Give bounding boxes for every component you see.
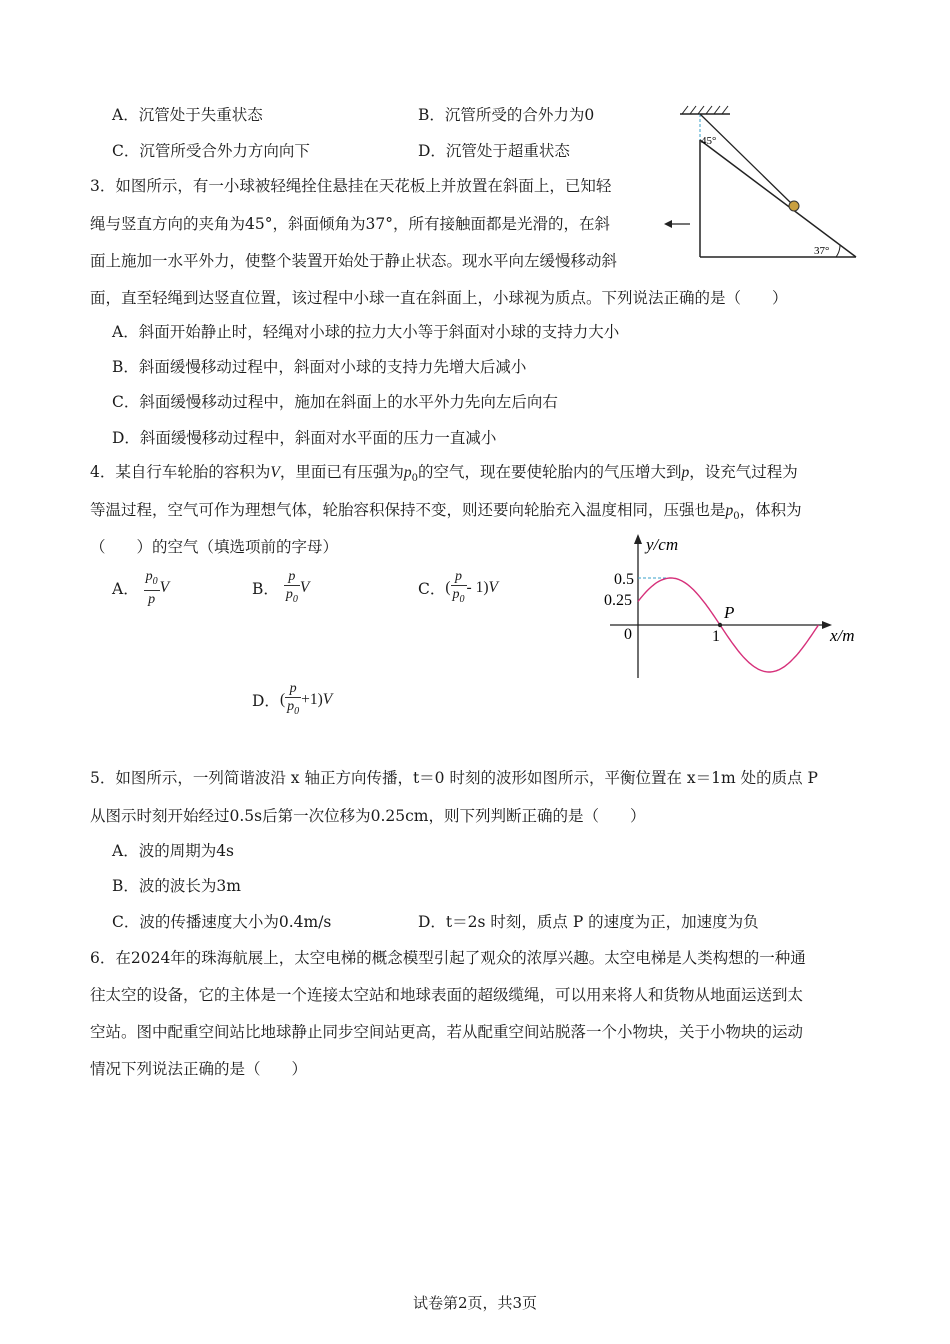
q3-option-c: C．斜面缓慢移动过程中，施加在斜面上的水平外力先向左后向右 [112, 393, 558, 411]
arrow-left-icon [664, 220, 672, 228]
angle-37-label: 37° [814, 245, 830, 257]
q3-incline-figure [660, 100, 865, 262]
q2-option-d: D．沉管处于超重状态 [418, 142, 570, 160]
q3-line4: 面，直至轻绳到达竖直位置，该过程中小球一直在斜面上，小球视为质点。下列说法正确的是（ ） [90, 289, 788, 307]
q5-option-c: C．波的传播速度大小为0.4m/s [112, 913, 332, 931]
y-tick-0.25: 0.25 [604, 592, 632, 609]
q4-line3: （ ）的空气（填选项前的字母） [90, 538, 339, 556]
q3-option-b: B．斜面缓慢移动过程中，斜面对小球的支持力先增大后减小 [112, 358, 527, 376]
q5-line1: 5．如图所示，一列简谐波沿 x 轴正方向传播，t＝0 时刻的波形如图所示，平衡位置在 x＝1m 处的质点 P [90, 769, 818, 787]
q3-option-a: A．斜面开始静止时，轻绳对小球的拉力大小等于斜面对小球的支持力大小 [112, 323, 620, 341]
q6-line3: 空站。图中配重空间站比地球静止同步空间站更高，若从配重空间站脱落一个小物块，关于小物块的运动 [90, 1023, 804, 1041]
q4-option-a: A． $\frac{p_0}{p}$ V [112, 569, 170, 607]
q5-option-a: A．波的周期为4s [112, 842, 235, 860]
ball-icon [789, 201, 799, 211]
origin-label: 0 [624, 626, 632, 643]
x-axis-label: x/m [830, 626, 855, 645]
q2-option-a: A．沉管处于失重状态 [112, 106, 263, 124]
q4-option-d: D．( $\frac{p}{p_0}$ +1)V [252, 681, 333, 717]
point-p-marker [718, 623, 722, 627]
q3-line2: 绳与竖直方向的夹角为45°，斜面倾角为37°，所有接触面都是光滑的，在斜 [90, 215, 610, 233]
q4-option-b: B． $\frac{p}{p_0}$ V [252, 569, 310, 605]
q4-line1: 4．某自行车轮胎的容积为V，里面已有压强为$p_0$的空气，现在要使轮胎内的气压增大到p，设充气过程为 [90, 463, 798, 485]
q4-line2: 等温过程，空气可作为理想气体，轮胎容积保持不变，则还要向轮胎充入温度相同，压强也是$p_0$，体积为 [90, 501, 802, 523]
page-footer: 试卷第2页，共3页 [412, 1294, 538, 1312]
q2-option-b: B．沉管所受的合外力为0 [418, 106, 595, 124]
x-tick-1: 1 [712, 628, 720, 645]
angle-45-label: 45° [701, 135, 717, 147]
q5-option-d: D．t＝2s 时刻，质点 P 的速度为正，加速度为负 [418, 913, 759, 931]
q5-wave-chart [598, 530, 868, 680]
q2-option-c: C．沉管所受合外力方向向下 [112, 142, 310, 160]
point-p-label: P [724, 603, 735, 622]
q3-option-d: D．斜面缓慢移动过程中，斜面对水平面的压力一直减小 [112, 429, 497, 447]
y-tick-0.5: 0.5 [614, 571, 634, 588]
q5-option-b: B．波的波长为3m [112, 877, 241, 895]
q6-line4: 情况下列说法正确的是（ ） [90, 1060, 308, 1078]
q3-line1: 3．如图所示，有一小球被轻绳拴住悬挂在天花板上并放置在斜面上，已知轻 [90, 177, 612, 195]
y-axis-arrow-icon [634, 534, 642, 544]
q6-line1: 6．在2024年的珠海航展上，太空电梯的概念模型引起了观众的浓厚兴趣。太空电梯是人类构想的一种通 [90, 949, 806, 967]
y-axis-label: y/cm [646, 535, 679, 554]
q4-option-c: C．( $\frac{p}{p_0}$ - 1)V [418, 569, 498, 605]
q5-line2: 从图示时刻开始经过0.5s后第一次位移为0.25cm，则下列判断正确的是（ ） [90, 807, 646, 825]
q3-line3: 面上施加一水平外力，使整个装置开始处于静止状态。现水平向左缓慢移动斜 [90, 252, 618, 270]
q6-line2: 往太空的设备，它的主体是一个连接太空站和地球表面的超级缆绳，可以用来将人和货物从地面运送到太 [90, 986, 804, 1004]
